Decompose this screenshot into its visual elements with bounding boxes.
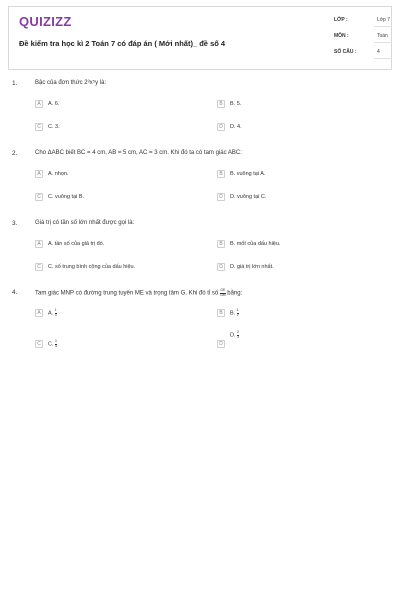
worksheet-title: Đề kiểm tra học kì 2 Toán 7 có đáp án ( Mới nhất)_ đề số 4	[19, 39, 226, 48]
option-text: C. vuông tại B.	[48, 194, 85, 200]
option-letter-box: C	[35, 123, 43, 131]
option-label: D.	[230, 332, 236, 339]
option-label: B.	[230, 310, 236, 317]
class-value: Lớp 7	[377, 17, 391, 23]
question-text: Bậc của đơn thức 2³x⁵y là:	[35, 80, 107, 86]
option-letter-box: D	[217, 263, 225, 271]
option-text	[48, 340, 57, 349]
option-text	[230, 309, 239, 318]
question-number: 3.	[12, 220, 18, 227]
option-letter-box: B	[217, 240, 225, 248]
question-number: 1.	[12, 80, 18, 87]
question-count-label: SỐ CÂU :	[334, 49, 357, 55]
option-text	[230, 331, 239, 340]
option-text	[48, 309, 57, 318]
fraction-numerator: 1	[236, 308, 239, 312]
option-fraction	[55, 340, 57, 348]
option-text: B. vuông tại A.	[230, 171, 266, 177]
subject-value: Toán	[377, 33, 388, 39]
question-text	[35, 289, 242, 297]
option-letter-box: B	[217, 309, 225, 317]
question-text-after: bằng:	[227, 290, 243, 297]
fraction-numerator: 2	[237, 330, 239, 334]
question-number: 4.	[12, 289, 18, 296]
option-text: B. 5.	[230, 101, 242, 107]
question-count-value: 4	[377, 49, 380, 55]
quizizz-logo: QUIZIZZ	[19, 14, 72, 29]
option-text: D. vuông tại C.	[230, 194, 267, 200]
fraction-numerator: 1	[55, 339, 57, 343]
fraction-denominator: GM	[219, 292, 226, 297]
question-number: 2.	[12, 150, 18, 157]
option-letter-box: B	[217, 170, 225, 178]
option-text: D. giá trị lớn nhất.	[230, 264, 274, 270]
worksheet-header	[8, 6, 392, 70]
option-letter-box: C	[35, 263, 43, 271]
option-label: A.	[48, 310, 54, 317]
subject-label: MÔN :	[334, 33, 349, 39]
option-text: C. số trung bình cộng của dấu hiệu.	[48, 264, 136, 270]
fraction-denominator: 3	[54, 312, 57, 317]
fraction-denominator: 4	[55, 343, 57, 348]
option-letter-box: A	[35, 309, 43, 317]
option-letter-box: C	[35, 340, 43, 348]
subject-underline	[374, 42, 392, 43]
option-text: A. nhọn.	[48, 171, 69, 177]
option-fraction	[237, 309, 239, 317]
question-text-before: Tam giác MNP có đường trung tuyến ME và trọng tâm G. Khi đó tỉ số	[35, 290, 219, 297]
option-fraction	[55, 309, 57, 317]
option-letter-box: D	[217, 123, 225, 131]
option-letter-box: A	[35, 240, 43, 248]
option-fraction	[237, 331, 239, 339]
question-text: Giá trị có tần số lớn nhất được gọi là:	[35, 220, 135, 226]
fraction-numerator: 1	[54, 308, 57, 312]
option-letter-box: D	[217, 340, 225, 348]
fraction-denominator: 3	[237, 334, 239, 339]
option-text: D. 4.	[230, 124, 242, 130]
option-letter-box: B	[217, 100, 225, 108]
ratio-fraction	[220, 289, 226, 297]
option-letter-box: C	[35, 193, 43, 201]
option-label: C.	[48, 341, 54, 348]
option-text: A. tần số của giá trị đó.	[48, 241, 105, 247]
option-letter-box: A	[35, 170, 43, 178]
fraction-numerator: GE	[220, 288, 226, 292]
option-text: A. 6.	[48, 101, 60, 107]
fraction-denominator: 2	[236, 312, 239, 317]
option-letter-box: D	[217, 193, 225, 201]
question-count-underline	[374, 58, 392, 59]
option-text: B. mốt của dấu hiệu.	[230, 241, 281, 247]
option-text: C. 3.	[48, 124, 60, 130]
option-letter-box: A	[35, 100, 43, 108]
question-text: Cho ΔABC biết BC = 4 cm, AB = 5 cm, AC = 3 cm. Khi đó ta có tam giác ABC:	[35, 150, 242, 156]
class-label: LỚP :	[334, 17, 348, 23]
class-underline	[374, 26, 392, 27]
